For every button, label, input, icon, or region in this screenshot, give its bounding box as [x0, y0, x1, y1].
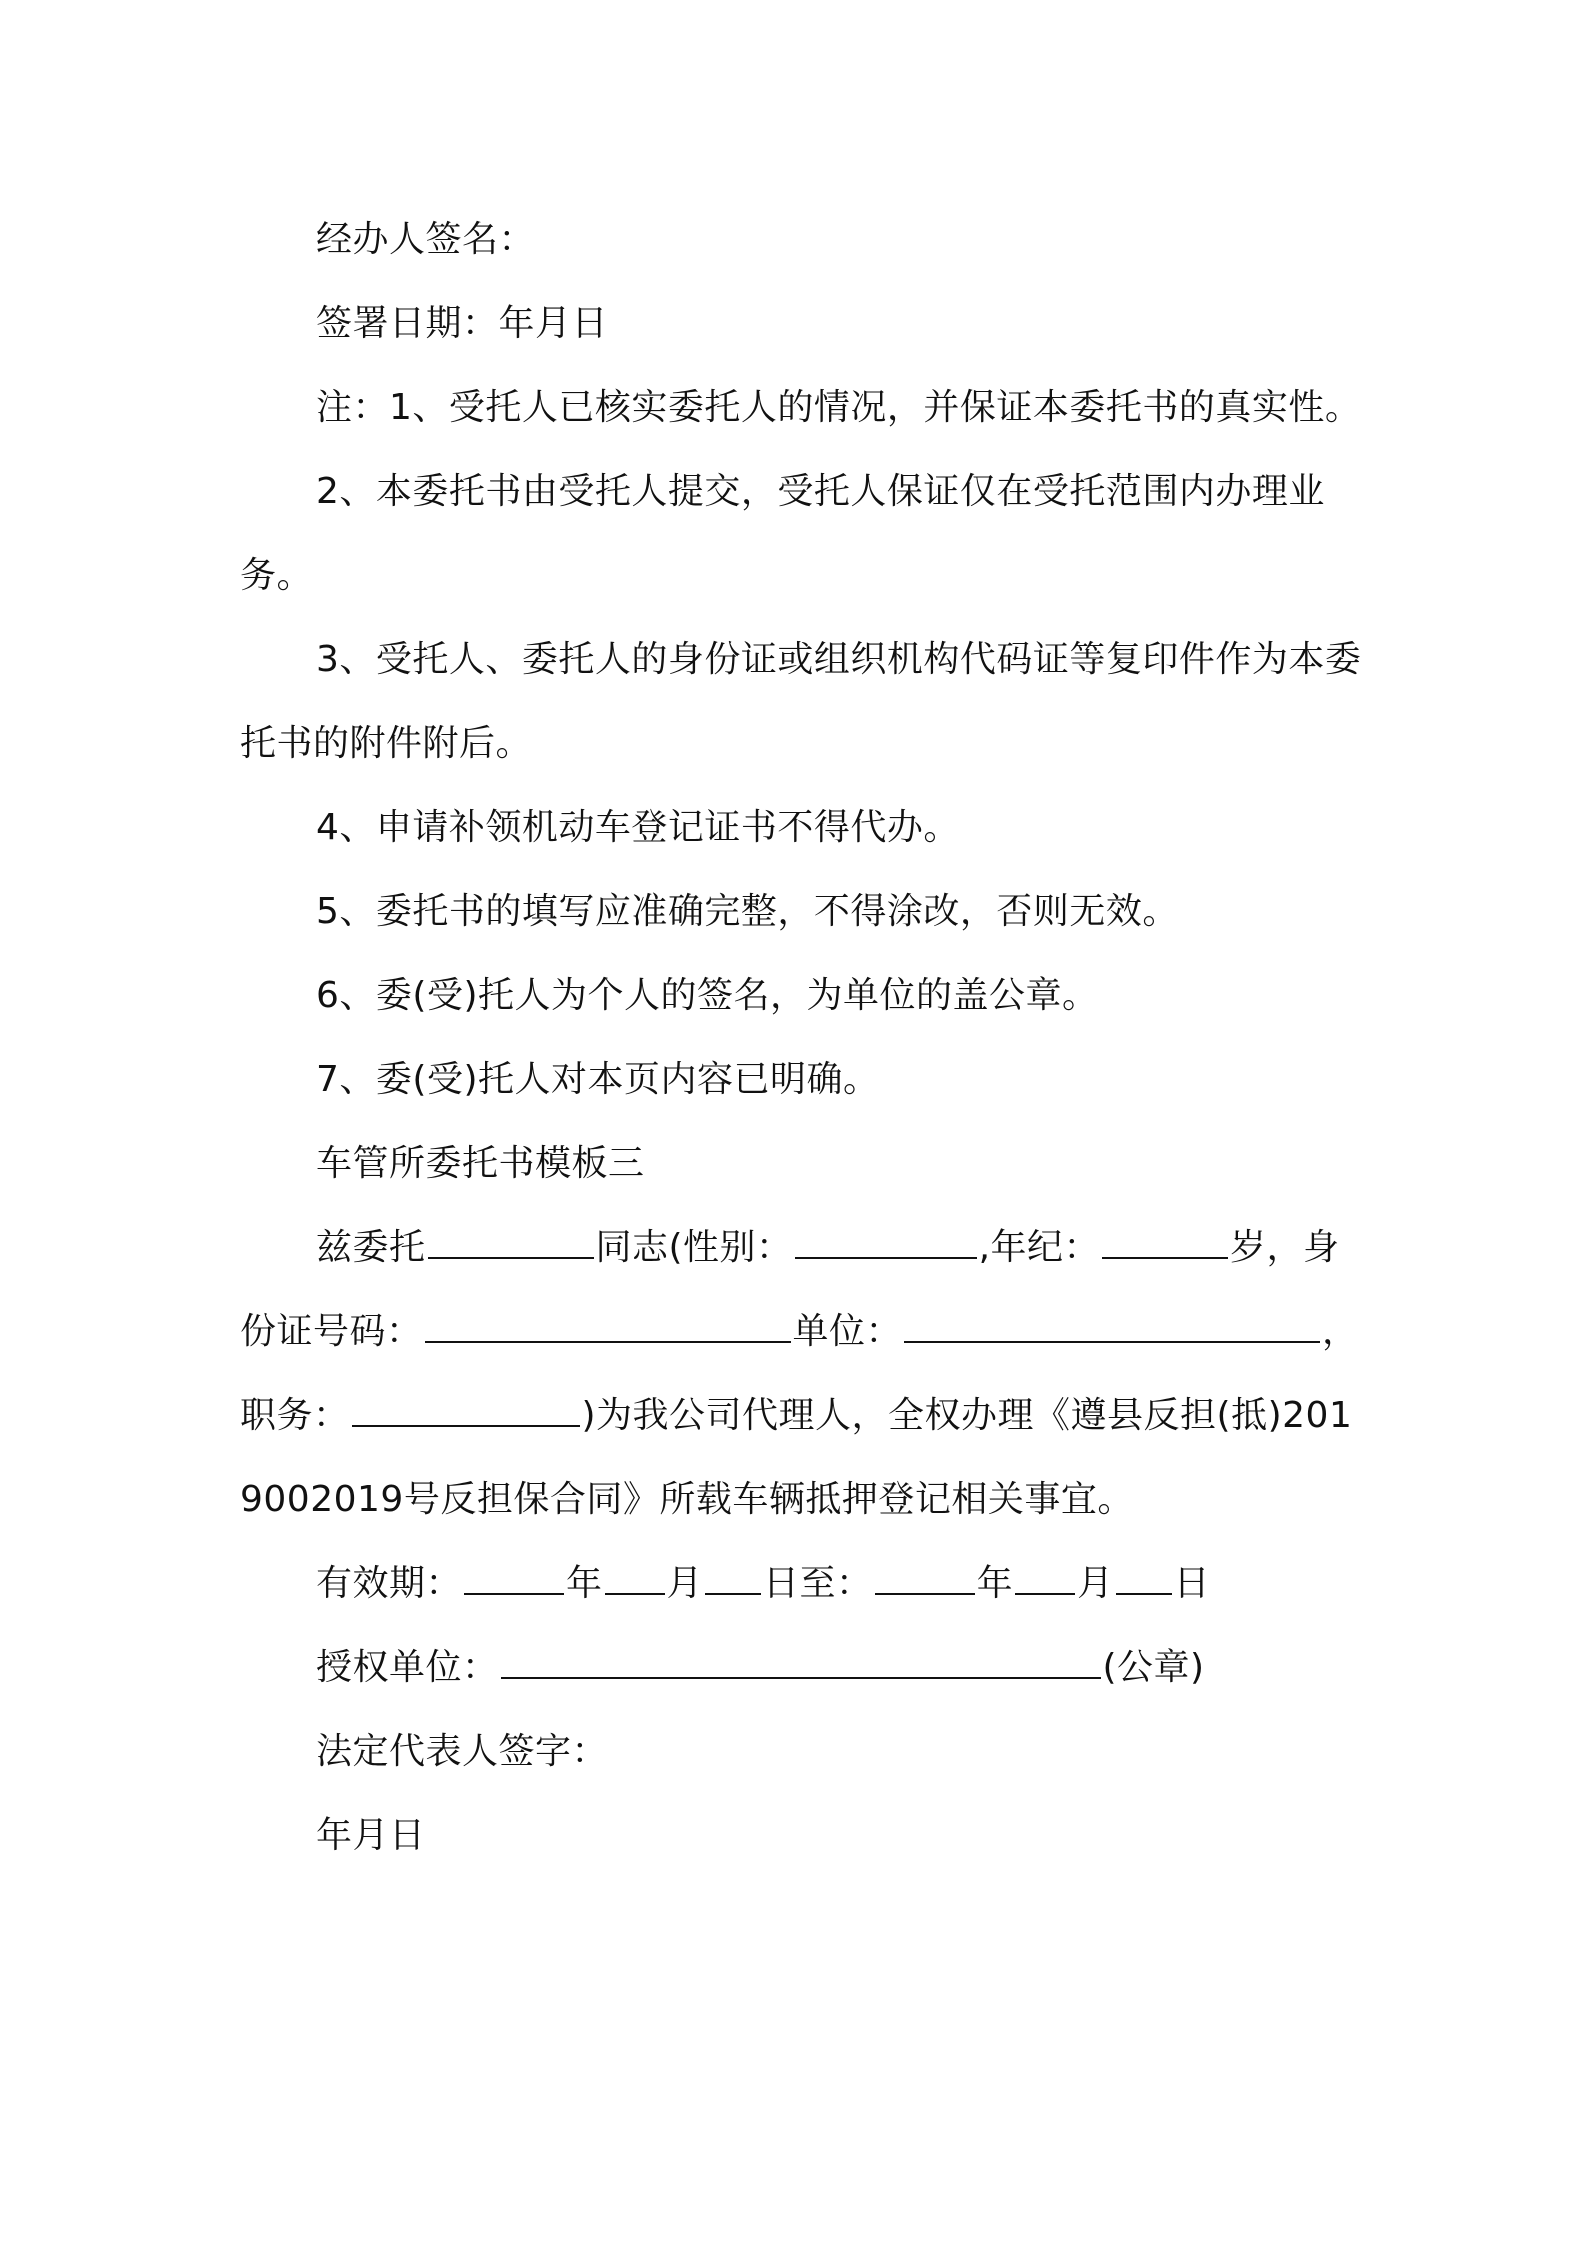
sign-date-line: 签署日期：年月日 [316, 303, 609, 344]
end-day-label: 日 [1173, 1563, 1211, 1604]
start-year-blank[interactable] [464, 1559, 564, 1595]
note-4: 4、申请补领机动车登记证书不得代办。 [316, 807, 960, 848]
end-year-blank[interactable] [875, 1559, 975, 1595]
end-day-blank[interactable] [1116, 1559, 1172, 1595]
start-month-label: 月 [666, 1563, 704, 1604]
delegate-name-blank[interactable] [428, 1223, 594, 1259]
validity-label: 有效期： [316, 1563, 463, 1604]
end-month-label: 月 [1077, 1563, 1114, 1604]
auth-unit-blank[interactable] [501, 1643, 1101, 1679]
auth-text-7: )为我公司代理人，全权办理《遵县反担(抵)2019002019号反担保合同》所载车辆抵押登记相关事宜。 [240, 1395, 1353, 1520]
start-year-label: 年 [566, 1563, 603, 1604]
auth-text-1: 兹委托 [316, 1227, 426, 1268]
start-day-blank[interactable] [705, 1559, 761, 1595]
document-content [240, 198, 1370, 1878]
end-month-blank[interactable] [1015, 1559, 1075, 1595]
start-day-label: 日至： [763, 1563, 873, 1604]
seal-label: (公章) [1102, 1647, 1205, 1688]
auth-unit-line [240, 1626, 1370, 1710]
id-number-blank[interactable] [425, 1307, 791, 1343]
handler-signature-line: 经办人签名： [316, 219, 536, 260]
auth-unit-label: 授权单位： [316, 1647, 499, 1688]
note-2: 2、本委托书由受托人提交，受托人保证仅在受托范围内办理业务。 [240, 471, 1325, 596]
validity-line [240, 1542, 1370, 1626]
note-5: 5、委托书的填写应准确完整，不得涂改，否则无效。 [316, 891, 1179, 932]
legal-rep-line: 法定代表人签字： [316, 1731, 609, 1772]
position-blank[interactable] [352, 1391, 580, 1427]
auth-text-2: 同志(性别： [595, 1227, 793, 1268]
end-year-label: 年 [976, 1563, 1014, 1604]
final-date-line: 年月日 [316, 1815, 426, 1856]
auth-text-4: 岁，身份证号码： [240, 1227, 1340, 1352]
auth-text-5: 单位： [792, 1311, 903, 1352]
authorization-paragraph [240, 1206, 1370, 1542]
note-6: 6、委(受)托人为个人的签名，为单位的盖公章。 [316, 975, 1099, 1016]
note-1: 注：1、受托人已核实委托人的情况，并保证本委托书的真实性。 [316, 387, 1362, 428]
unit-blank[interactable] [904, 1307, 1320, 1343]
auth-text-6: ，职务： [240, 1311, 1359, 1436]
gender-blank[interactable] [795, 1223, 977, 1259]
auth-text-3: ,年纪： [978, 1227, 1101, 1268]
template-title: 车管所委托书模板三 [316, 1143, 645, 1184]
note-3: 3、受托人、委托人的身份证或组织机构代码证等复印件作为本委托书的附件附后。 [240, 639, 1362, 764]
note-7: 7、委(受)托人对本页内容已明确。 [316, 1059, 880, 1100]
age-blank[interactable] [1102, 1223, 1228, 1259]
start-month-blank[interactable] [605, 1559, 665, 1595]
